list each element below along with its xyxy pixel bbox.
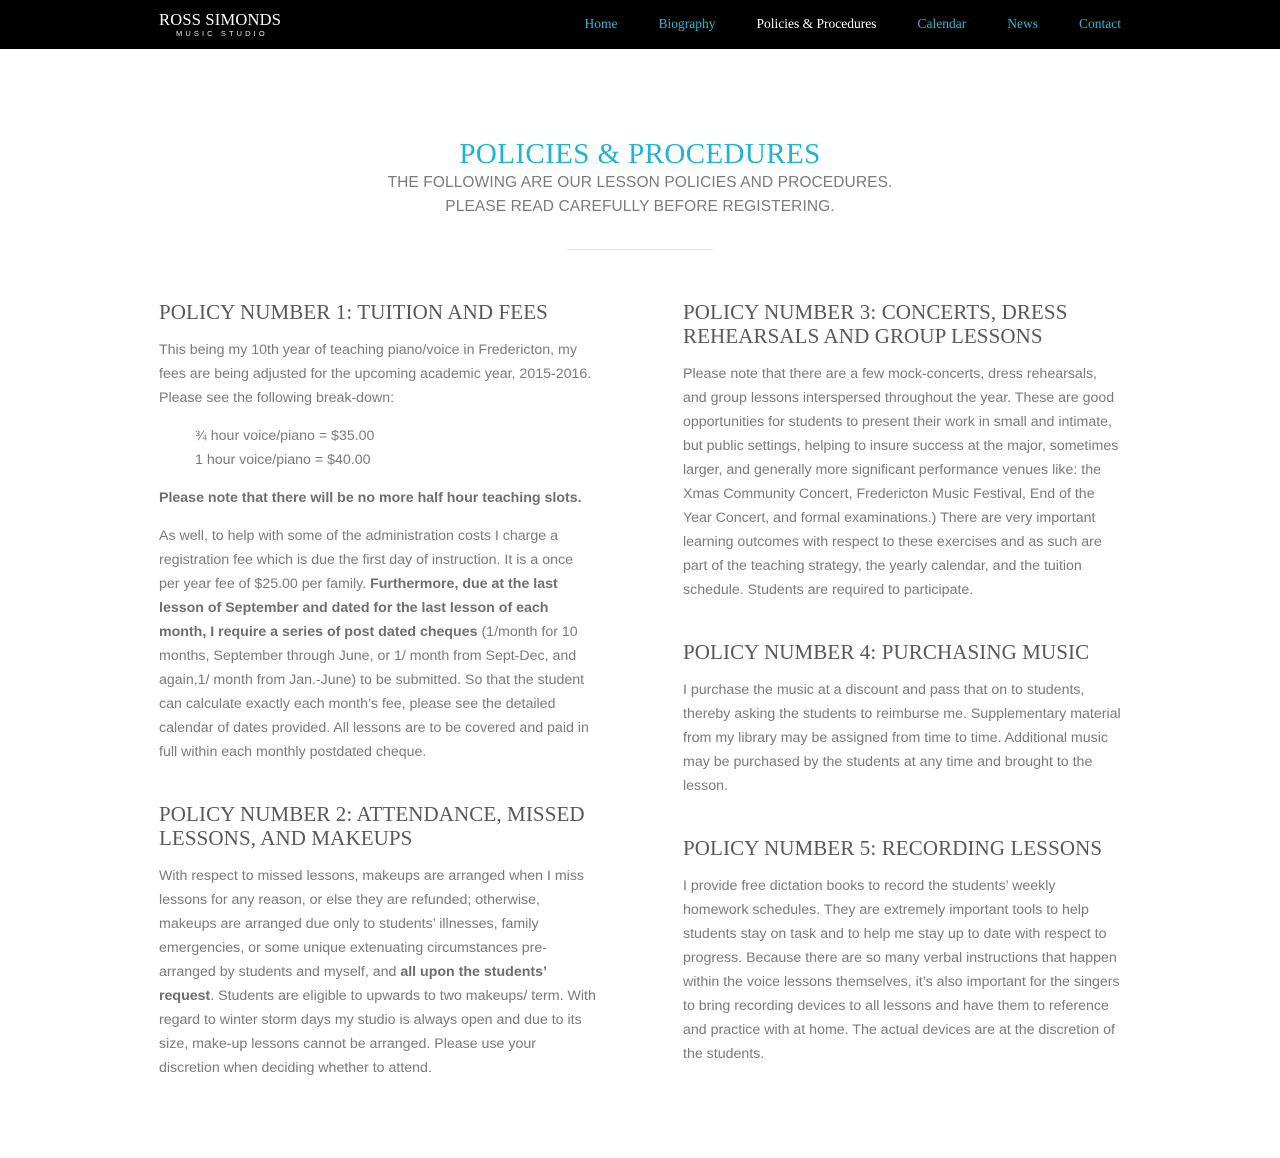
page-title: POLICIES & PROCEDURES	[459, 138, 821, 170]
attendance-text-b: . Students are eligible to upwards to two makeups/ term. With regard to winter storm days my studio is always open and due to its size, make-up lessons cannot be arranged. Please use your discretion when deciding whether to attend.	[159, 988, 596, 1076]
nav-calendar[interactable]: Calendar	[917, 16, 967, 31]
fee-three-quarter-hour: ¾ hour voice/piano = $35.00	[195, 428, 375, 444]
left-column	[159, 300, 597, 1118]
admin-text-bold: Furthermore, due at the last lesson of September and dated for the last lesson of each month, I require a series of post dated cheques	[159, 576, 558, 640]
policy-2	[159, 802, 597, 1080]
policy-2-paragraph	[159, 864, 597, 1080]
nav-contact[interactable]: Contact	[1079, 16, 1121, 31]
page-subtitle-line-1: THE FOLLOWING ARE OUR LESSON POLICIES AND PROCEDURES.	[387, 174, 893, 191]
policy-5-title: POLICY NUMBER 5: RECORDING LESSONS	[683, 836, 1103, 860]
attendance-text-bold: all upon the students’ request	[159, 964, 547, 1004]
page-subtitle-line-2: PLEASE READ CAREFULLY BEFORE REGISTERING.	[445, 198, 835, 215]
policies-content	[159, 300, 1121, 1158]
main-menu	[544, 0, 1121, 49]
fee-one-hour: 1 hour voice/piano = $40.00	[195, 452, 371, 468]
policy-1	[159, 300, 597, 764]
policy-1-intro: This being my 10th year of teaching piano/voice in Fredericton, my fees are being adjusted for the upcoming academic year, 2015-2016. Please see the following break-down:	[159, 342, 592, 406]
page-header	[0, 49, 1280, 250]
nav-home[interactable]: Home	[584, 16, 618, 31]
nav-news[interactable]: News	[1007, 16, 1038, 31]
policy-5-paragraph: I provide free dictation books to record the students’ weekly homework schedules. They are extremely important tools to help students stay on task and to help me stay up to date with respect to progress. Because there are so many verbal instructions that happen within the voice lessons themselves, it’s also important for the singers to bring recording devices to all lessons and have them to reference and practice with at home. The actual devices are at the discretion of the students.	[683, 878, 1120, 1062]
logo-main-text: ROSS SIMONDS	[159, 10, 282, 29]
nav-biography[interactable]: Biography	[658, 16, 716, 31]
policy-1-fee-list	[159, 424, 597, 472]
site-logo[interactable]	[159, 12, 285, 39]
policy-1-admin-paragraph	[159, 524, 597, 764]
policy-3-title: POLICY NUMBER 3: CONCERTS, DRESS REHEARSALS AND GROUP LESSONS	[683, 300, 1068, 348]
policy-1-note	[159, 486, 597, 510]
policy-5	[683, 836, 1121, 1066]
policy-2-title: POLICY NUMBER 2: ATTENDANCE, MISSED LESSONS, AND MAKEUPS	[159, 802, 585, 850]
policy-4-paragraph: I purchase the music at a discount and pass that on to students, thereby asking the students to reimburse me. Supplementary material from my library may be assigned from time to time. Additional music may be purchased by the students at any time and brought to the lesson.	[683, 682, 1121, 794]
nav-policies-procedures[interactable]: Policies & Procedures	[756, 16, 877, 31]
admin-text-b: (1/month for 10 months, September through June, or 1/ month from Sept-Dec, and again,1/ month from Jan.-June) to be submitted. So that the student can calculate exactly each month’s fee, please see the detailed calendar of dates provided. All lessons are to be covered and paid in full within each monthly postdated cheque.	[159, 624, 589, 760]
header-divider	[567, 249, 713, 250]
no-half-hour-note: Please note that there will be no more half hour teaching slots.	[159, 490, 582, 506]
policy-3	[683, 300, 1121, 602]
policy-1-title: POLICY NUMBER 1: TUITION AND FEES	[159, 300, 548, 324]
logo-sub-text: MUSIC STUDIO	[176, 29, 268, 38]
right-column	[683, 300, 1121, 1118]
policy-4	[683, 640, 1121, 798]
top-navbar	[0, 0, 1280, 49]
policy-3-paragraph: Please note that there are a few mock-concerts, dress rehearsals, and group lessons interspersed throughout the year. These are good opportunities for students to present their work in small and intimate, but public settings, helping to insure success at the major, sometimes larger, and generally more significant performance venues like: the Xmas Community Concert, Fredericton Music Festival, End of the Year Concert, and formal examinations.) There are very important learning outcomes with respect to these exercises and as such are part of the teaching strategy, the yearly calendar, and the tuition schedule. Students are required to participate.	[683, 366, 1119, 598]
attendance-text-a: With respect to missed lessons, makeups are arranged when I miss lessons for any reason, or else they are refunded; otherwise, makeups are arranged due only to students’ illnesses, family emergencies, or some unique extenuating circumstances pre-arranged by students and myself, and	[159, 868, 585, 980]
policy-4-title: POLICY NUMBER 4: PURCHASING MUSIC	[683, 640, 1090, 664]
admin-text-a: As well, to help with some of the administration costs I charge a registration fee which is due the first day of instruction. It is a once per year fee of $25.00 per family.	[159, 528, 574, 592]
